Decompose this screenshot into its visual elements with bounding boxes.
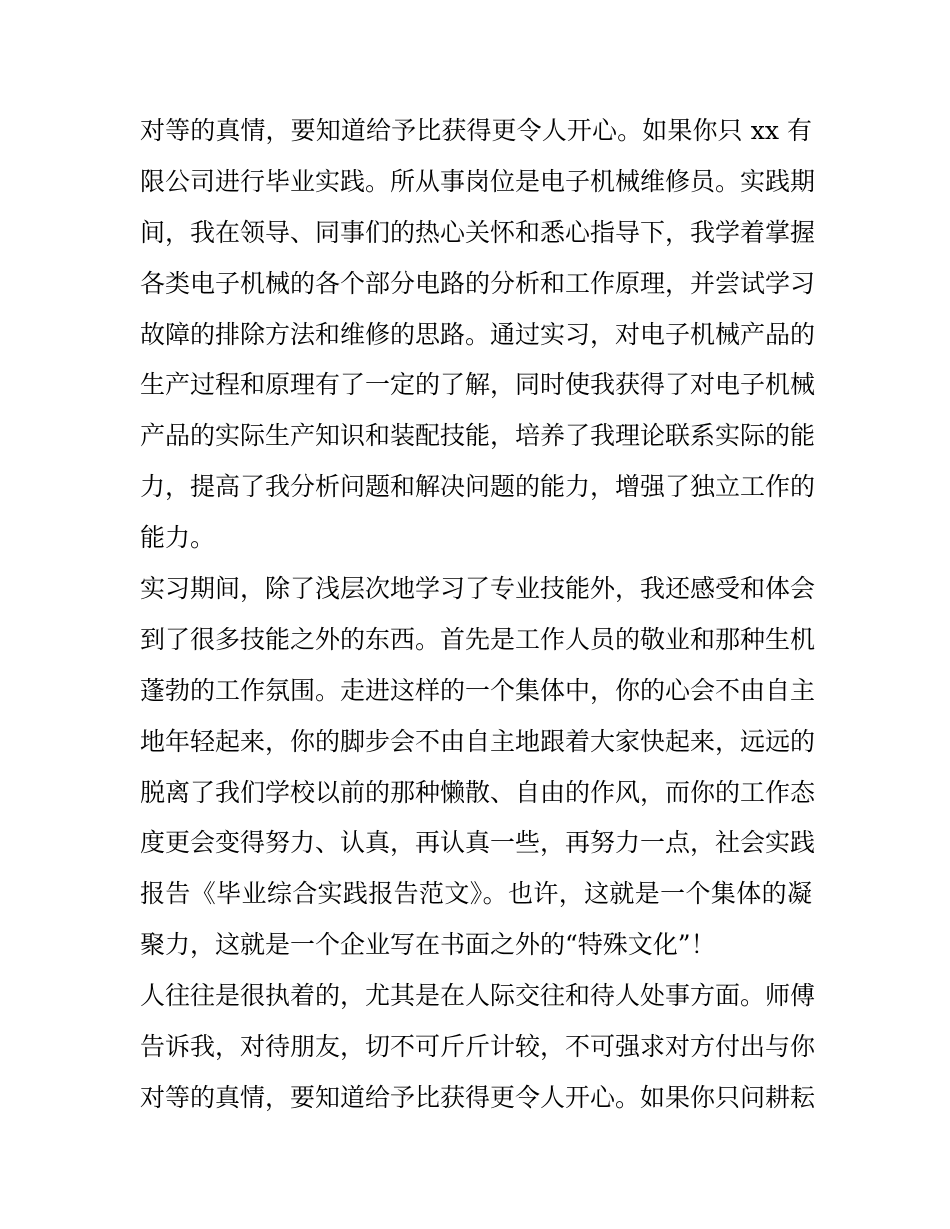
text-line: 实习期间，除了浅层次地学习了专业技能外，我还感受和体会 [140,574,816,604]
text-line: 人往往是很执着的，尤其是在人际交往和待人处事方面。师傅 [140,981,816,1011]
text-line: 度更会变得努力、认真，再认真一些，再努力一点，社会实践 [140,828,816,858]
text-line: 生产过程和原理有了一定的了解，同时使我获得了对电子机械 [140,370,816,400]
text-line: 聚力，这就是一个企业写在书面之外的“特殊文化”！ [140,930,716,960]
text-line: 间，我在领导、同事们的热心关怀和悉心指导下，我学着掌握 [140,217,816,247]
text-line: 各类电子机械的各个部分电路的分析和工作原理，并尝试学习 [140,268,816,298]
text-line: 能力。 [140,523,216,553]
text-line: 故障的排除方法和维修的思路。通过实习，对电子机械产品的 [140,319,816,349]
text-line: 对等的真情，要知道给予比获得更令人开心。如果你只问耕耘 [140,1082,816,1112]
text-line: 限公司进行毕业实践。所从事岗位是电子机械维修员。实践期 [140,166,816,196]
text-line: 对等的真情，要知道给予比获得更令人开心。如果你只 xx 有 [140,116,812,145]
text-line: 告诉我，对待朋友，切不可斤斤计较，不可强求对方付出与你 [140,1032,816,1062]
text-line: 蓬勃的工作氛围。走进这样的一个集体中，你的心会不由自主 [140,675,816,705]
body-text [140,106,816,1124]
text-line: 到了很多技能之外的东西。首先是工作人员的敬业和那种生机 [140,624,816,654]
text-line: 产品的实际生产知识和装配技能，培养了我理论联系实际的能 [140,421,816,451]
text-line: 地年轻起来，你的脚步会不由自主地跟着大家快起来，远远的 [140,726,816,756]
text-line: 力，提高了我分析问题和解决问题的能力，增强了独立工作的 [140,472,816,502]
text-line: 报告《毕业综合实践报告范文》。也许，这就是一个集体的凝 [140,879,812,909]
text-line: 脱离了我们学校以前的那种懒散、自由的作风，而你的工作态 [140,777,816,807]
